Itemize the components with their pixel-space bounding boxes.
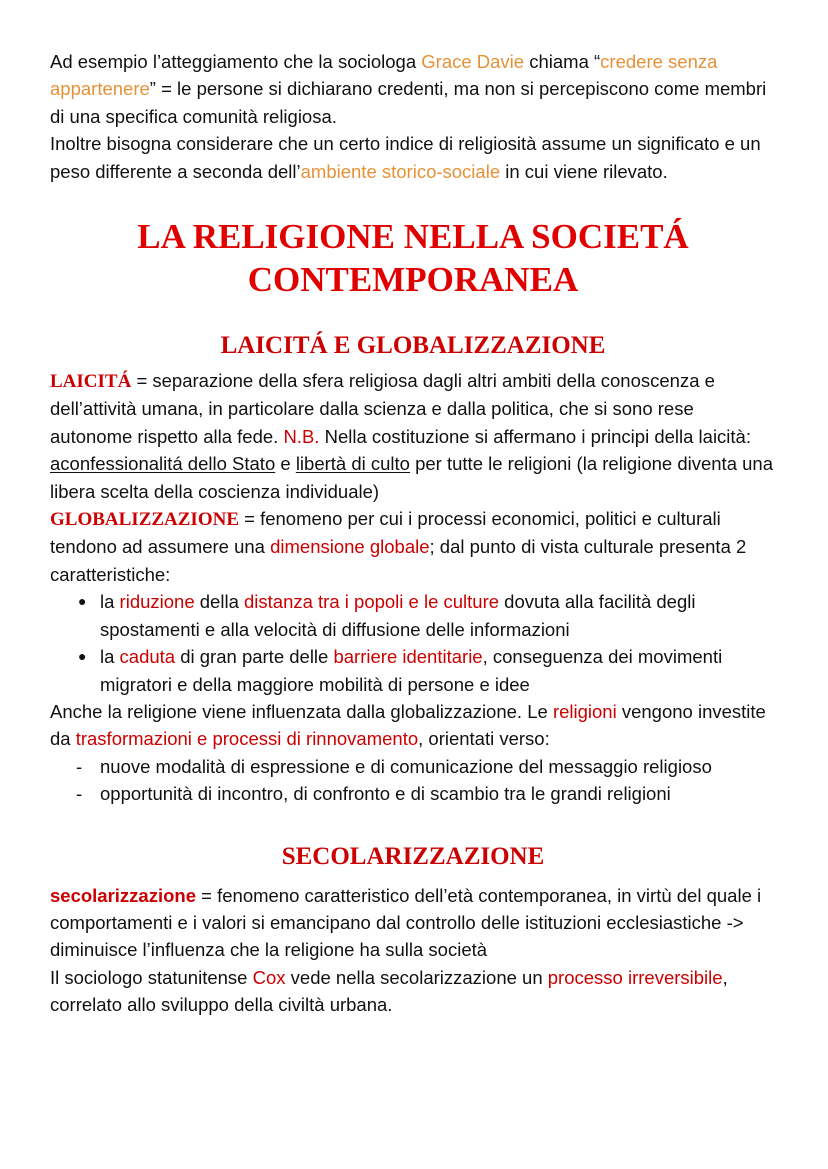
list-text: , conseguenza dei movimenti migratori e della maggiore mobilità di persone e idee <box>100 646 723 695</box>
definition-text: = separazione della sfera religiosa dagli altri ambiti della conoscenza e dell’attività umana, in particolare dalla scienza e dalla politica, che si sono rese autonome rispetto alla fede. <box>50 370 715 447</box>
bullet-icon: ● <box>78 648 87 665</box>
list-item <box>50 753 776 780</box>
globalizzazione-definition <box>50 505 776 588</box>
definition-text: ; dal punto di vista culturale presenta 2 caratteristiche: <box>50 536 747 585</box>
intro-text: Inoltre bisogna considerare che un certo indice di religiosità assume un significato e un peso differente a seconda dell’ <box>50 133 761 182</box>
definition-text: = fenomeno per cui i processi economici, politici e culturali tendono ad assumere una <box>50 508 721 558</box>
nb-marker: N.B. <box>283 425 320 447</box>
main-title: LA RELIGIONE NELLA SOCIETÁ CONTEMPORANEA <box>137 217 689 300</box>
laicita-definition <box>50 367 776 505</box>
paragraph-text: , correlato allo sviluppo della civiltà urbana. <box>50 966 728 1016</box>
dash-marker: - <box>76 755 83 777</box>
grace-davie-highlight: Grace Davie <box>421 51 525 72</box>
laicita-term: LAICITÁ <box>50 371 132 393</box>
paragraph-text: Anche la religione viene influenzata dalla globalizzazione. Le <box>50 700 553 722</box>
paragraph-text: Il sociologo statunitense <box>50 966 253 988</box>
religioni-highlight: religioni <box>552 700 617 722</box>
ambiente-storico-sociale-highlight: ambiente storico-sociale <box>300 160 501 182</box>
list-item <box>50 643 776 698</box>
list-text: nuove modalità di espressione e di comunicazione del messaggio religioso <box>100 755 712 777</box>
cox-highlight: Cox <box>252 966 286 988</box>
rinnovamento-directions-list <box>50 753 776 808</box>
section-heading-laicita-globalizzazione: LAICITÁ E GLOBALIZZAZIONE <box>220 332 606 360</box>
liberta-di-culto-underlined: libertà di culto <box>295 453 410 475</box>
dash-marker: - <box>76 783 83 805</box>
section-heading-secolarizzazione: SECOLARIZZAZIONE <box>281 842 545 870</box>
definition-text: per tutte le religioni (la religione diventa una libera scelta della coscienza individuale) <box>50 453 773 502</box>
list-text: la <box>100 591 120 613</box>
aconfessionalita-underlined: aconfessionalitá dello Stato <box>50 453 276 475</box>
intro-paragraph-ambiente <box>50 130 776 185</box>
paragraph-text: vengono investite da <box>50 700 766 750</box>
dimensione-globale-highlight: dimensione globale <box>270 536 430 558</box>
processo-irreversibile-highlight: processo irreversibile <box>547 966 723 988</box>
globalizzazione-term: GLOBALIZZAZIONE <box>50 509 239 531</box>
religione-globalizzazione-paragraph <box>50 698 776 753</box>
trasformazioni-highlight: trasformazioni e processi di rinnovamento <box>75 728 419 750</box>
riduzione-highlight: riduzione <box>119 591 195 613</box>
intro-paragraph-grace-davie <box>50 48 776 130</box>
definition-text: Nella costituzione si affermano i principi della laicità: <box>319 425 751 447</box>
list-text: opportunità di incontro, di confronto e di scambio tra le grandi religioni <box>100 783 671 805</box>
bullet-icon: ● <box>78 593 87 610</box>
list-text: la <box>100 646 120 668</box>
definition-text: = fenomeno caratteristico dell’età contemporanea, in virtù del quale i comportamenti e i valori si emancipano dal controllo delle istituzioni ecclesiastiche -> diminuisce l’influenza che la religione ha sulla società <box>50 884 762 961</box>
paragraph-text: , orientati verso: <box>418 728 550 750</box>
globalizzazione-characteristics-list <box>50 588 776 698</box>
cox-paragraph <box>50 964 776 1019</box>
barriere-identitarie-highlight: barriere identitarie <box>333 646 483 668</box>
secolarizzazione-definition <box>50 882 776 964</box>
list-text: dovuta alla facilità degli spostamenti e alla velocità di diffusione delle informazioni <box>100 591 696 640</box>
secolarizzazione-term: secolarizzazione <box>50 884 197 906</box>
definition-text: e <box>275 453 296 475</box>
credere-senza-appartenere-highlight: credere senza appartenere <box>50 51 718 100</box>
intro-text: ” = le persone si dichiarano credenti, ma non si percepiscono come membri di una specifica comunità religiosa. <box>50 78 767 127</box>
list-text: di gran parte delle <box>175 646 334 668</box>
intro-text: chiama “ <box>524 51 601 72</box>
caduta-highlight: caduta <box>119 646 176 668</box>
list-item <box>50 588 776 643</box>
intro-text: in cui viene rilevato. <box>500 160 668 182</box>
intro-text: Ad esempio l’atteggiamento che la sociologa <box>50 51 422 72</box>
distanza-highlight: distanza tra i popoli e le culture <box>244 591 500 613</box>
paragraph-text: vede nella secolarizzazione un <box>285 966 548 988</box>
list-item <box>50 780 776 807</box>
list-text: della <box>194 591 244 613</box>
